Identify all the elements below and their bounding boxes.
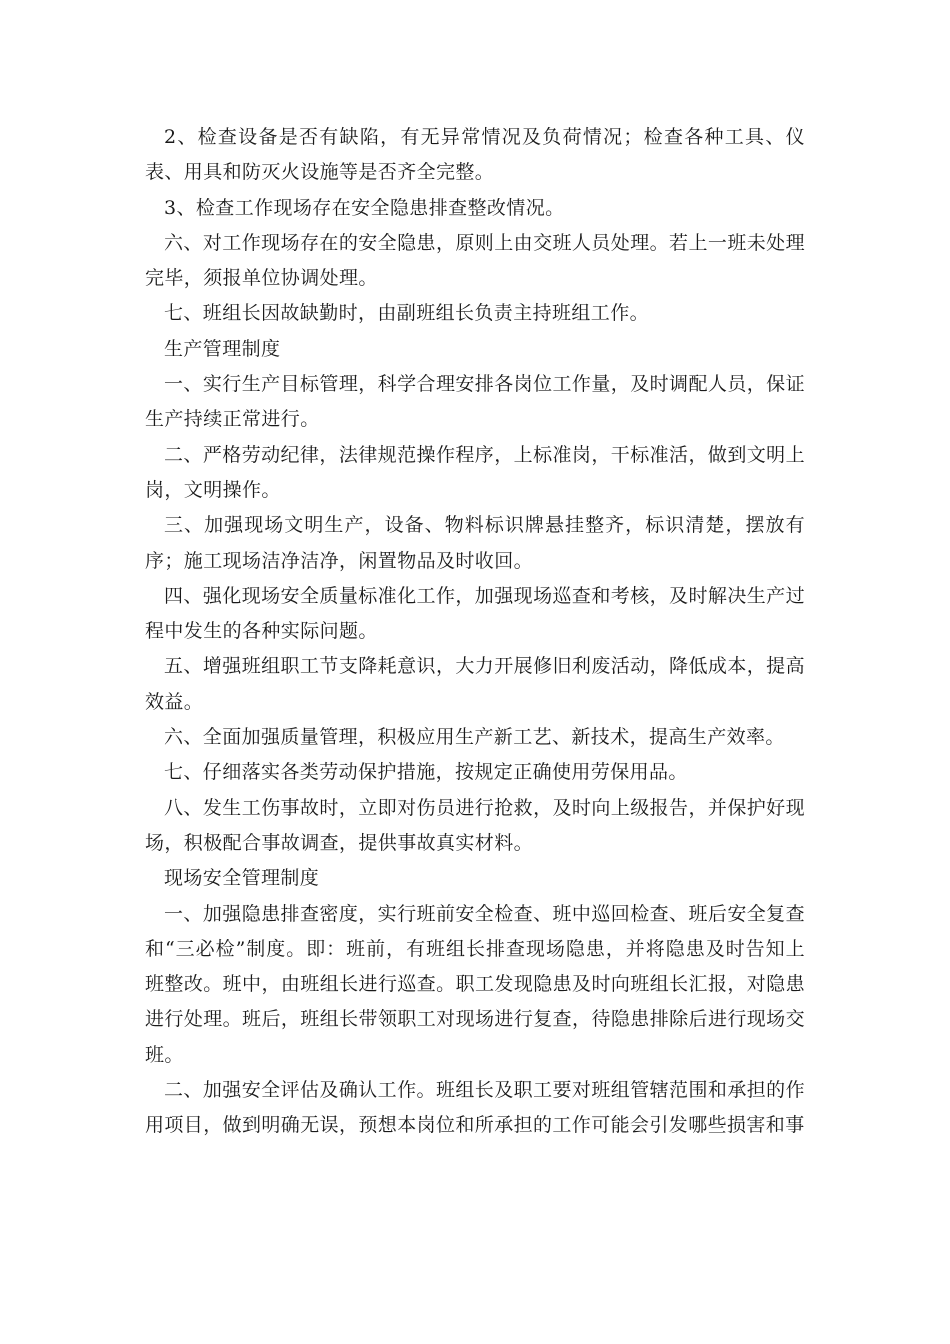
paragraph: 七、班组长因故缺勤时，由副班组长负责主持班组工作。 (164, 302, 650, 325)
list-item: 五、增强班组职工节支降耗意识，大力开展修旧利废活动，降低成本，提高效益。 (145, 655, 805, 713)
list-item: 二、严格劳动纪律，法律规范操作程序，上标准岗，干标准活，做到文明上岗，文明操作。 (145, 443, 805, 501)
paragraph: 2、检查设备是否有缺陷，有无异常情况及负荷情况；检查各种工具、仪表、用具和防灭火设施等是否齐全完整。 (145, 126, 805, 184)
list-item: 六、全面加强质量管理，积极应用生产新工艺、新技术，提高生产效率。 (164, 726, 785, 749)
document-body (145, 120, 805, 1144)
paragraph: 3、检查工作现场存在安全隐患排查整改情况。 (164, 196, 565, 219)
list-item: 三、加强现场文明生产，设备、物料标识牌悬挂整齐，标识清楚，摆放有序；施工现场洁净洁净，闲置物品及时收回。 (145, 514, 805, 572)
list-item: 八、发生工伤事故时，立即对伤员进行抢救，及时向上级报告，并保护好现场，积极配合事故调查，提供事故真实材料。 (145, 796, 805, 854)
list-item: 一、实行生产目标管理，科学合理安排各岗位工作量，及时调配人员，保证生产持续正常进行。 (145, 373, 805, 431)
list-item: 四、强化现场安全质量标准化工作，加强现场巡查和考核，及时解决生产过程中发生的各种实际问题。 (145, 584, 805, 643)
section-title-safety: 现场安全管理制度 (164, 867, 320, 890)
paragraph: 六、对工作现场存在的安全隐患，原则上由交班人员处理。若上一班未处理完毕，须报单位协调处理。 (145, 231, 805, 290)
list-item: 一、加强隐患排查密度，实行班前安全检查、班中巡回检查、班后安全复查和“三必检”制度。即：班前，有班组长排查现场隐患，并将隐患及时告知上班整改。班中，由班组长进行巡查。职工发现隐患及时向班组长汇报，对隐患进行处理。班后，班组长带领职工对现场进行复查，待隐患排除后进行现场交班。 (145, 902, 805, 1066)
section-title-production: 生产管理制度 (164, 337, 281, 360)
list-item: 七、仔细落实各类劳动保护措施，按规定正确使用劳保用品。 (164, 761, 688, 784)
list-item: 二、加强安全评估及确认工作。班组长及职工要对班组管辖范围和承担的作用项目，做到明确无误，预想本岗位和所承担的工作可能会引发哪些损害和事 (145, 1079, 805, 1137)
